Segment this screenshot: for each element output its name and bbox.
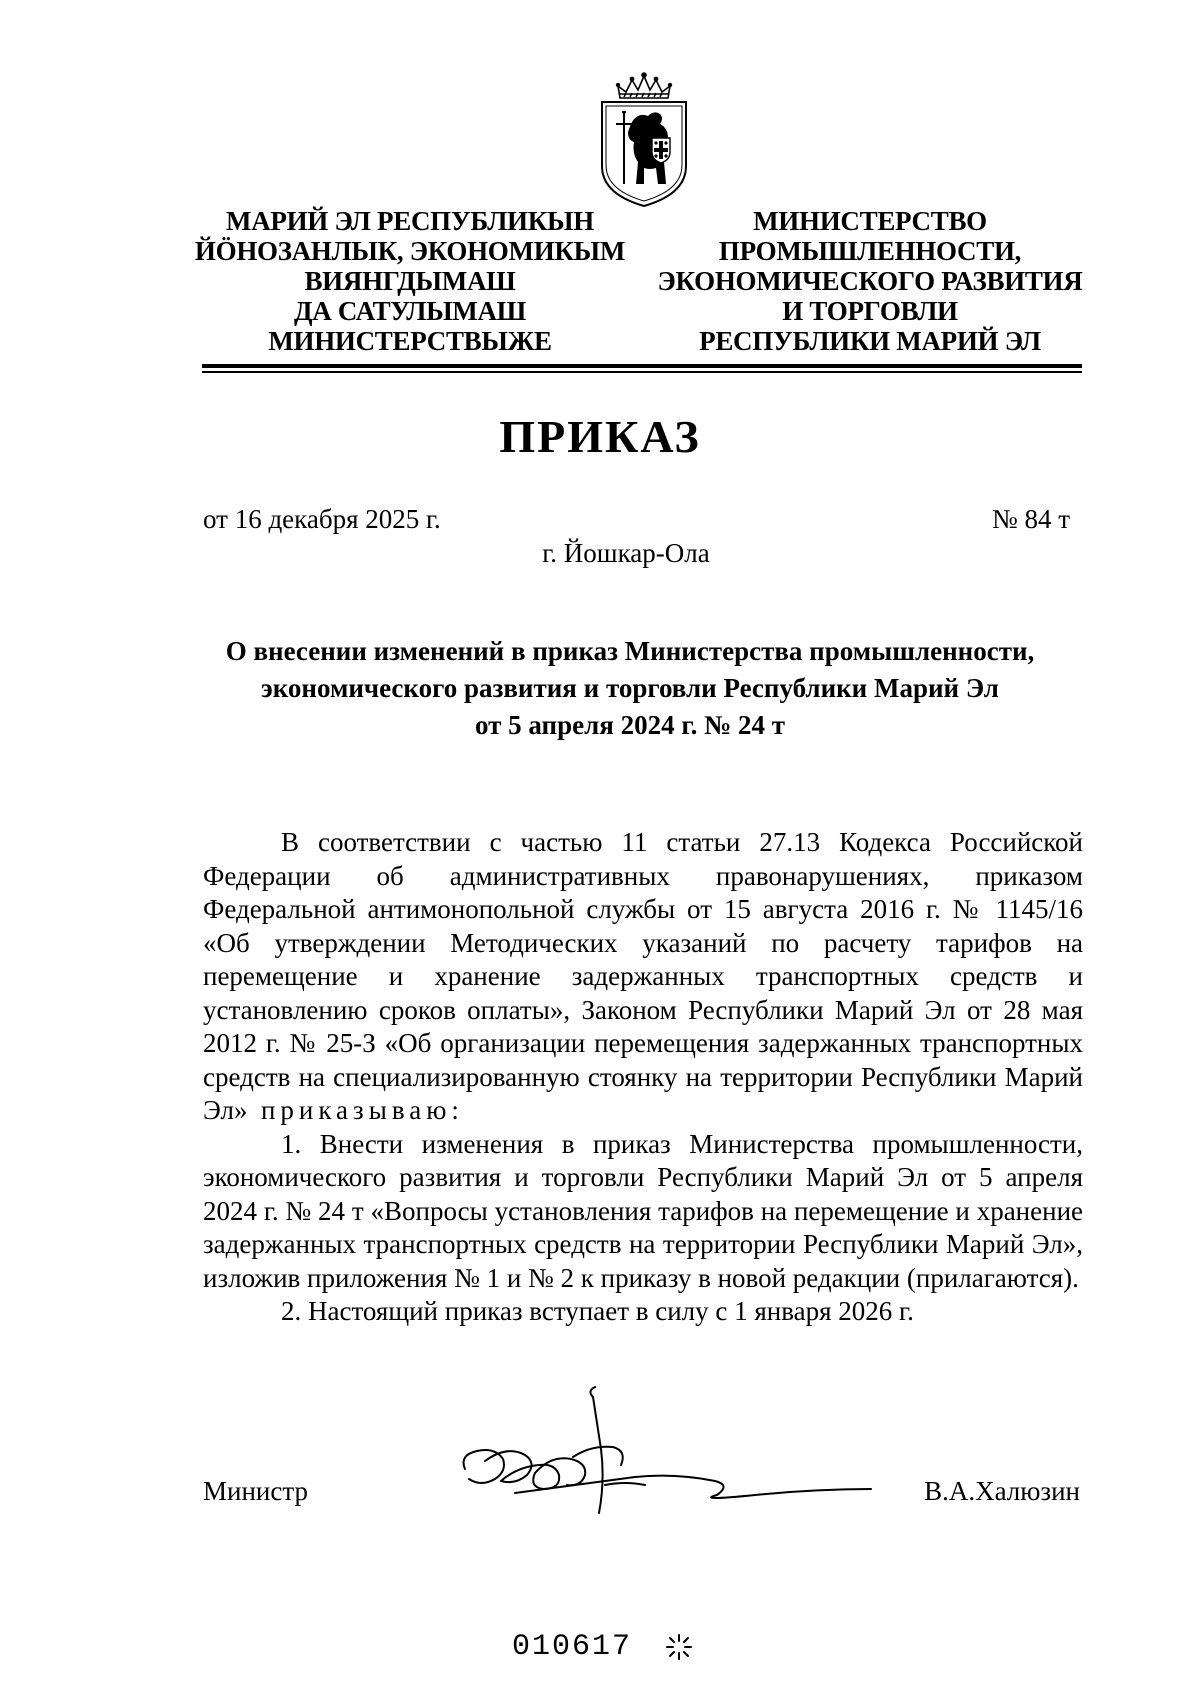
handwritten-signature [455,1385,885,1545]
signer-position: Министр [203,1476,308,1506]
subject-line: от 5 апреля 2024 г. № 24 т [475,710,785,740]
document-date: от 16 декабря 2025 г. [203,504,441,534]
header-left-line: ВИЯНГДЫМАШ [304,266,516,296]
header-right-russian [650,206,1090,356]
preamble-text: В соответствии с частью 11 статьи 27.13 Кодекса Российской Федерации об административных правонарушениях, приказом Федеральной антимонопольной службы от 15 августа 2016 г. № 1145/16 «Об утверждении Методических указаний по расчету тарифов на перемещение и хранение задержанных транспортных средств и установлению сроков оплаты», Законом Республики Марий Эл от 28 мая 2012 г. № 25-З «Об организации перемещения задержанных транспортных средств на специализированную стоянку на территории Республики Марий Эл» [203,827,1083,1125]
document-number: № 84 т [991,504,1070,534]
body-item-1: 1. Внести изменения в приказ Министерства промышленности, экономического развития и торговли Республики Марий Эл от 5 апреля 2024 г. № 24 т «Вопросы установления тарифов на перемещение и хранение задержанных транспортных средств на территории Республики Марий Эл», изложив приложения № 1 и № 2 к приказу в новой редакции (прилагаются). [203,1128,1083,1293]
header-divider-thin [202,371,1082,373]
subject-line: О внесении изменений в приказ Министерства промышленности, [225,636,1035,666]
header-right-line: ЭКОНОМИЧЕСКОГО РАЗВИТИЯ [657,266,1083,296]
signer-name: В.А.Халюзин [924,1476,1080,1506]
header-divider-thick [202,364,1082,368]
header-left-marii [190,206,630,356]
header-right-line: МИНИСТЕРСТВО [753,206,987,236]
decree-word: приказываю: [260,1095,464,1125]
document-title: ПРИКАЗ [499,411,701,462]
header-left-line: ЙӦНОЗАНЛЫК, ЭКОНОМИКЫМ [194,236,626,266]
header-left-line: МАРИЙ ЭЛ РЕСПУБЛИКЫН [226,206,594,236]
body-item-2: 2. Настоящий приказ вступает в силу с 1 января 2026 г. [281,1296,914,1326]
header-left-line: ДА САТУЛЫМАШ [293,296,527,326]
header-right-line: ПРОМЫШЛЕННОСТИ, [718,236,1022,266]
subject-line: экономического развития и торговли Республики Марий Эл [261,673,999,703]
coat-of-arms-emblem [598,66,690,208]
header-right-line: И ТОРГОВЛИ [782,296,958,326]
document-body [203,826,1083,1329]
serial-number: 010617 [512,1630,633,1664]
asterisk-mark-icon [664,1632,694,1662]
header-left-line: МИНИСТЕРСТВЫЖЕ [268,326,552,356]
header-right-line: РЕСПУБЛИКИ МАРИЙ ЭЛ [699,326,1041,356]
document-city: г. Йошкар-Ола [542,538,710,568]
body-preamble [203,826,1083,1128]
document-subject [180,633,1080,744]
